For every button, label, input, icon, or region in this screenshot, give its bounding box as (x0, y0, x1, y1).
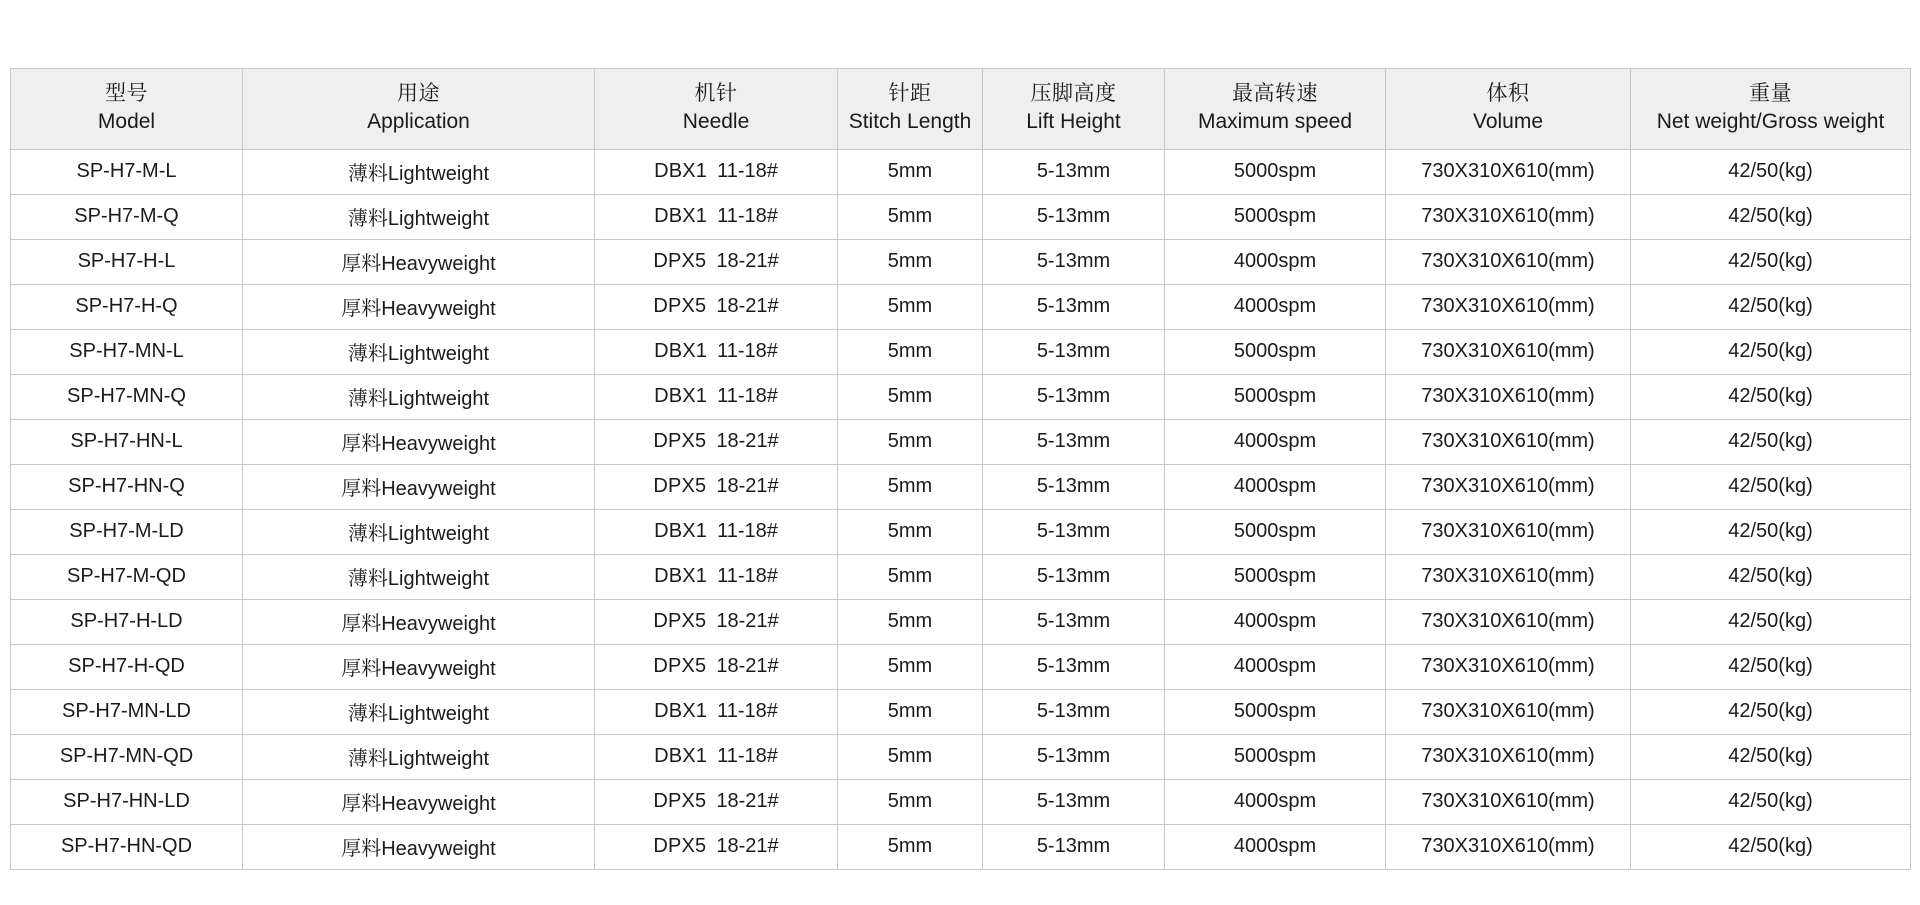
table-row (11, 689, 1911, 734)
cell-stitch-length: 5mm (838, 824, 983, 869)
cell-weight: 42/50(kg) (1631, 194, 1911, 239)
column-header-maximum-speed (1165, 69, 1386, 150)
cell-weight: 42/50(kg) (1631, 554, 1911, 599)
cell-model: SP-H7-H-LD (11, 599, 243, 644)
cell-weight: 42/50(kg) (1631, 779, 1911, 824)
column-header-application-en: Application (367, 109, 470, 133)
cell-needle (595, 149, 838, 194)
cell-lift-height: 5-13mm (983, 509, 1165, 554)
cell-needle (595, 194, 838, 239)
cell-lift-height: 5-13mm (983, 824, 1165, 869)
cell-lift-height: 5-13mm (983, 779, 1165, 824)
cell-volume: 730X310X610(mm) (1386, 779, 1631, 824)
cell-model: SP-H7-MN-LD (11, 689, 243, 734)
cell-application: 薄料Lightweight (243, 194, 595, 239)
cell-lift-height: 5-13mm (983, 194, 1165, 239)
cell-model: SP-H7-H-Q (11, 284, 243, 329)
column-header-volume-cn: 体积 (1486, 82, 1530, 105)
cell-lift-height: 5-13mm (983, 374, 1165, 419)
cell-lift-height: 5-13mm (983, 329, 1165, 374)
cell-model: SP-H7-H-L (11, 239, 243, 284)
cell-application: 薄料Lightweight (243, 509, 595, 554)
cell-needle (595, 554, 838, 599)
cell-needle (595, 509, 838, 554)
needle-size: 18-21# (716, 430, 779, 453)
needle-size: 18-21# (716, 835, 779, 858)
cell-needle (595, 689, 838, 734)
cell-weight: 42/50(kg) (1631, 599, 1911, 644)
cell-stitch-length: 5mm (838, 734, 983, 779)
column-header-needle (595, 69, 838, 150)
cell-maximum-speed: 4000spm (1165, 644, 1386, 689)
column-header-lift-height (983, 69, 1165, 150)
needle-code: DBX1 (654, 160, 708, 183)
cell-lift-height: 5-13mm (983, 644, 1165, 689)
cell-maximum-speed: 5000spm (1165, 689, 1386, 734)
cell-weight: 42/50(kg) (1631, 329, 1911, 374)
cell-weight: 42/50(kg) (1631, 284, 1911, 329)
cell-lift-height: 5-13mm (983, 149, 1165, 194)
table-row (11, 464, 1911, 509)
cell-maximum-speed: 5000spm (1165, 374, 1386, 419)
column-header-maximum-speed-en: Maximum speed (1197, 109, 1353, 133)
cell-lift-height: 5-13mm (983, 689, 1165, 734)
cell-volume: 730X310X610(mm) (1386, 509, 1631, 554)
needle-code: DBX1 (654, 205, 708, 228)
cell-needle (595, 419, 838, 464)
cell-lift-height: 5-13mm (983, 239, 1165, 284)
cell-maximum-speed: 4000spm (1165, 464, 1386, 509)
cell-needle (595, 734, 838, 779)
cell-weight: 42/50(kg) (1631, 509, 1911, 554)
cell-stitch-length: 5mm (838, 239, 983, 284)
cell-lift-height: 5-13mm (983, 734, 1165, 779)
cell-needle (595, 374, 838, 419)
cell-lift-height: 5-13mm (983, 464, 1165, 509)
cell-maximum-speed: 4000spm (1165, 284, 1386, 329)
table-row (11, 734, 1911, 779)
needle-code: DPX5 (653, 610, 707, 633)
needle-size: 11-18# (717, 745, 778, 768)
cell-volume: 730X310X610(mm) (1386, 599, 1631, 644)
cell-needle (595, 779, 838, 824)
cell-volume: 730X310X610(mm) (1386, 689, 1631, 734)
cell-application: 厚料Heavyweight (243, 599, 595, 644)
column-header-maximum-speed-cn: 最高转速 (1232, 82, 1318, 105)
cell-maximum-speed: 5000spm (1165, 329, 1386, 374)
specification-table (10, 68, 1911, 870)
needle-code: DPX5 (653, 655, 707, 678)
column-header-model (11, 69, 243, 150)
cell-weight: 42/50(kg) (1631, 149, 1911, 194)
needle-size: 11-18# (717, 700, 778, 723)
cell-volume: 730X310X610(mm) (1386, 239, 1631, 284)
cell-stitch-length: 5mm (838, 599, 983, 644)
cell-volume: 730X310X610(mm) (1386, 419, 1631, 464)
column-header-weight-cn: 重量 (1749, 82, 1792, 105)
column-header-model-en: Model (97, 109, 156, 133)
cell-application: 厚料Heavyweight (243, 239, 595, 284)
cell-application: 厚料Heavyweight (243, 464, 595, 509)
needle-code: DBX1 (654, 565, 708, 588)
table-header-row (11, 69, 1911, 150)
table-row (11, 779, 1911, 824)
cell-maximum-speed: 4000spm (1165, 824, 1386, 869)
cell-stitch-length: 5mm (838, 419, 983, 464)
table-row (11, 194, 1911, 239)
column-header-lift-height-en: Lift Height (1026, 109, 1121, 133)
cell-weight: 42/50(kg) (1631, 824, 1911, 869)
needle-code: DBX1 (654, 700, 708, 723)
column-header-lift-height-cn: 压脚高度 (1030, 82, 1117, 105)
column-header-application-cn: 用途 (397, 82, 440, 105)
cell-needle (595, 644, 838, 689)
column-header-stitch-length (838, 69, 983, 150)
needle-code: DBX1 (654, 340, 708, 363)
table-row (11, 329, 1911, 374)
table-row (11, 284, 1911, 329)
cell-application: 薄料Lightweight (243, 689, 595, 734)
needle-size: 18-21# (716, 655, 779, 678)
cell-model: SP-H7-HN-Q (11, 464, 243, 509)
cell-weight: 42/50(kg) (1631, 644, 1911, 689)
cell-application: 薄料Lightweight (243, 149, 595, 194)
needle-size: 18-21# (716, 790, 779, 813)
cell-lift-height: 5-13mm (983, 284, 1165, 329)
needle-code: DBX1 (654, 520, 708, 543)
cell-volume: 730X310X610(mm) (1386, 734, 1631, 779)
cell-stitch-length: 5mm (838, 149, 983, 194)
cell-model: SP-H7-H-QD (11, 644, 243, 689)
needle-size: 11-18# (717, 160, 778, 183)
cell-maximum-speed: 5000spm (1165, 734, 1386, 779)
needle-size: 11-18# (717, 520, 778, 543)
column-header-application (243, 69, 595, 150)
cell-volume: 730X310X610(mm) (1386, 824, 1631, 869)
cell-lift-height: 5-13mm (983, 554, 1165, 599)
cell-volume: 730X310X610(mm) (1386, 644, 1631, 689)
cell-volume: 730X310X610(mm) (1386, 374, 1631, 419)
table-row (11, 239, 1911, 284)
cell-application: 厚料Heavyweight (243, 779, 595, 824)
cell-model: SP-H7-M-LD (11, 509, 243, 554)
cell-volume: 730X310X610(mm) (1386, 284, 1631, 329)
cell-maximum-speed: 5000spm (1165, 149, 1386, 194)
cell-needle (595, 824, 838, 869)
column-header-needle-cn: 机针 (694, 82, 738, 105)
table-row (11, 419, 1911, 464)
cell-application: 厚料Heavyweight (243, 284, 595, 329)
needle-code: DBX1 (654, 745, 708, 768)
cell-model: SP-H7-MN-QD (11, 734, 243, 779)
cell-application: 薄料Lightweight (243, 329, 595, 374)
cell-weight: 42/50(kg) (1631, 464, 1911, 509)
table-row (11, 509, 1911, 554)
cell-application: 薄料Lightweight (243, 374, 595, 419)
cell-needle (595, 239, 838, 284)
cell-lift-height: 5-13mm (983, 599, 1165, 644)
cell-stitch-length: 5mm (838, 194, 983, 239)
cell-maximum-speed: 5000spm (1165, 194, 1386, 239)
cell-maximum-speed: 4000spm (1165, 239, 1386, 284)
cell-volume: 730X310X610(mm) (1386, 464, 1631, 509)
table-row (11, 374, 1911, 419)
column-header-stitch-length-cn: 针距 (888, 82, 932, 105)
cell-weight: 42/50(kg) (1631, 374, 1911, 419)
cell-weight: 42/50(kg) (1631, 419, 1911, 464)
cell-maximum-speed: 4000spm (1165, 779, 1386, 824)
cell-model: SP-H7-HN-L (11, 419, 243, 464)
cell-needle (595, 599, 838, 644)
column-header-volume-en: Volume (1472, 109, 1544, 133)
cell-stitch-length: 5mm (838, 554, 983, 599)
table-row (11, 599, 1911, 644)
column-header-weight (1631, 69, 1911, 150)
cell-lift-height: 5-13mm (983, 419, 1165, 464)
cell-maximum-speed: 4000spm (1165, 419, 1386, 464)
cell-weight: 42/50(kg) (1631, 239, 1911, 284)
cell-stitch-length: 5mm (838, 329, 983, 374)
column-header-volume (1386, 69, 1631, 150)
cell-application: 薄料Lightweight (243, 554, 595, 599)
cell-volume: 730X310X610(mm) (1386, 149, 1631, 194)
cell-needle (595, 329, 838, 374)
table-body (11, 149, 1911, 869)
cell-maximum-speed: 5000spm (1165, 509, 1386, 554)
needle-size: 18-21# (716, 610, 779, 633)
needle-code: DPX5 (653, 250, 707, 273)
spec-table-container (10, 68, 1910, 870)
cell-application: 厚料Heavyweight (243, 644, 595, 689)
needle-size: 11-18# (717, 205, 778, 228)
cell-stitch-length: 5mm (838, 689, 983, 734)
cell-weight: 42/50(kg) (1631, 734, 1911, 779)
cell-stitch-length: 5mm (838, 509, 983, 554)
needle-code: DPX5 (653, 790, 707, 813)
cell-model: SP-H7-HN-QD (11, 824, 243, 869)
table-row (11, 824, 1911, 869)
cell-application: 厚料Heavyweight (243, 824, 595, 869)
cell-volume: 730X310X610(mm) (1386, 194, 1631, 239)
needle-size: 18-21# (716, 295, 779, 318)
cell-stitch-length: 5mm (838, 374, 983, 419)
table-row (11, 149, 1911, 194)
needle-code: DPX5 (653, 430, 707, 453)
cell-model: SP-H7-M-QD (11, 554, 243, 599)
cell-stitch-length: 5mm (838, 464, 983, 509)
needle-code: DBX1 (654, 385, 708, 408)
cell-weight: 42/50(kg) (1631, 689, 1911, 734)
needle-size: 11-18# (717, 340, 778, 363)
table-row (11, 554, 1911, 599)
cell-needle (595, 284, 838, 329)
cell-volume: 730X310X610(mm) (1386, 329, 1631, 374)
column-header-model-cn: 型号 (105, 82, 148, 105)
column-header-needle-en: Needle (682, 109, 750, 133)
cell-stitch-length: 5mm (838, 779, 983, 824)
needle-size: 11-18# (717, 565, 778, 588)
cell-stitch-length: 5mm (838, 284, 983, 329)
column-header-stitch-length-en: Stitch Length (848, 109, 972, 133)
cell-maximum-speed: 5000spm (1165, 554, 1386, 599)
cell-model: SP-H7-MN-L (11, 329, 243, 374)
cell-model: SP-H7-MN-Q (11, 374, 243, 419)
cell-application: 厚料Heavyweight (243, 419, 595, 464)
cell-needle (595, 464, 838, 509)
cell-model: SP-H7-HN-LD (11, 779, 243, 824)
cell-model: SP-H7-M-L (11, 149, 243, 194)
table-row (11, 644, 1911, 689)
cell-stitch-length: 5mm (838, 644, 983, 689)
table-header (11, 69, 1911, 150)
needle-size: 18-21# (716, 475, 779, 498)
column-header-weight-en: Net weight/Gross weight (1656, 109, 1885, 133)
needle-code: DPX5 (653, 295, 707, 318)
needle-code: DPX5 (653, 475, 707, 498)
needle-size: 11-18# (717, 385, 778, 408)
cell-model: SP-H7-M-Q (11, 194, 243, 239)
cell-volume: 730X310X610(mm) (1386, 554, 1631, 599)
cell-application: 薄料Lightweight (243, 734, 595, 779)
needle-size: 18-21# (716, 250, 779, 273)
cell-maximum-speed: 4000spm (1165, 599, 1386, 644)
needle-code: DPX5 (653, 835, 707, 858)
